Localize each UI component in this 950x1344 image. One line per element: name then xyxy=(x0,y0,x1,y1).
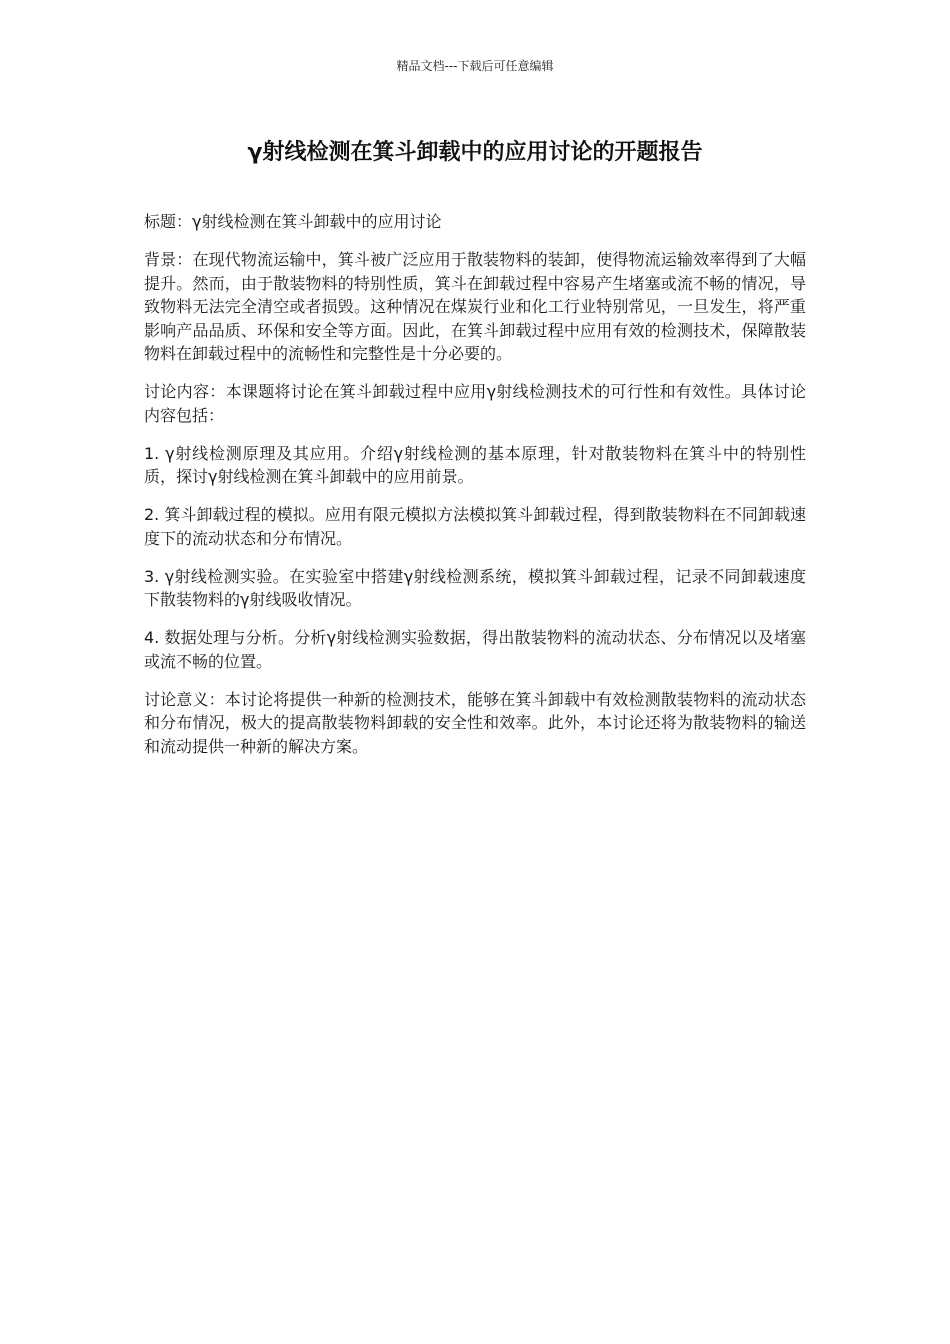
page-header: 精品文档---下载后可任意编辑 xyxy=(396,59,554,73)
paragraph-item-2: 2. 箕斗卸载过程的模拟。应用有限元模拟方法模拟箕斗卸载过程，得到散装物料在不同卸载速度下的流动状态和分布情况。 xyxy=(144,505,806,548)
document-title: γ射线检测在箕斗卸载中的应用讨论的开题报告 xyxy=(247,140,703,165)
paragraph-item-1: 1. γ射线检测原理及其应用。介绍γ射线检测的基本原理，针对散装物料在箕斗中的特别性质，探讨γ射线检测在箕斗卸载中的应用前景。 xyxy=(144,443,806,486)
paragraph-item-3: 3. γ射线检测实验。在实验室中搭建γ射线检测系统，模拟箕斗卸载过程，记录不同卸载速度下散装物料的γ射线吸收情况。 xyxy=(144,566,806,609)
paragraph-title-line: 标题：γ射线检测在箕斗卸载中的应用讨论 xyxy=(144,212,442,231)
paragraph-item-4: 4. 数据处理与分析。分析γ射线检测实验数据，得出散装物料的流动状态、分布情况以及堵塞或流不畅的位置。 xyxy=(144,628,806,671)
document-body xyxy=(144,210,806,773)
paragraph-research-content: 讨论内容：本课题将讨论在箕斗卸载过程中应用γ射线检测技术的可行性和有效性。具体讨论内容包括： xyxy=(144,382,806,425)
paragraph-significance: 讨论意义：本讨论将提供一种新的检测技术，能够在箕斗卸载中有效检测散装物料的流动状态和分布情况，极大的提高散装物料卸载的安全性和效率。此外，本讨论还将为散装物料的输送和流动提供一种新的解决方案。 xyxy=(144,689,806,756)
paragraph-background: 背景：在现代物流运输中，箕斗被广泛应用于散装物料的装卸，使得物流运输效率得到了大幅提升。然而，由于散装物料的特别性质，箕斗在卸载过程中容易产生堵塞或流不畅的情况，导致物料无法完全清空或者损毁。这种情况在煤炭行业和化工行业特别常见，一旦发生，将严重影响产品品质、环保和安全等方面。因此，在箕斗卸载过程中应用有效的检测技术，保障散装物料在卸载过程中的流畅性和完整性是十分必要的。 xyxy=(144,250,806,363)
